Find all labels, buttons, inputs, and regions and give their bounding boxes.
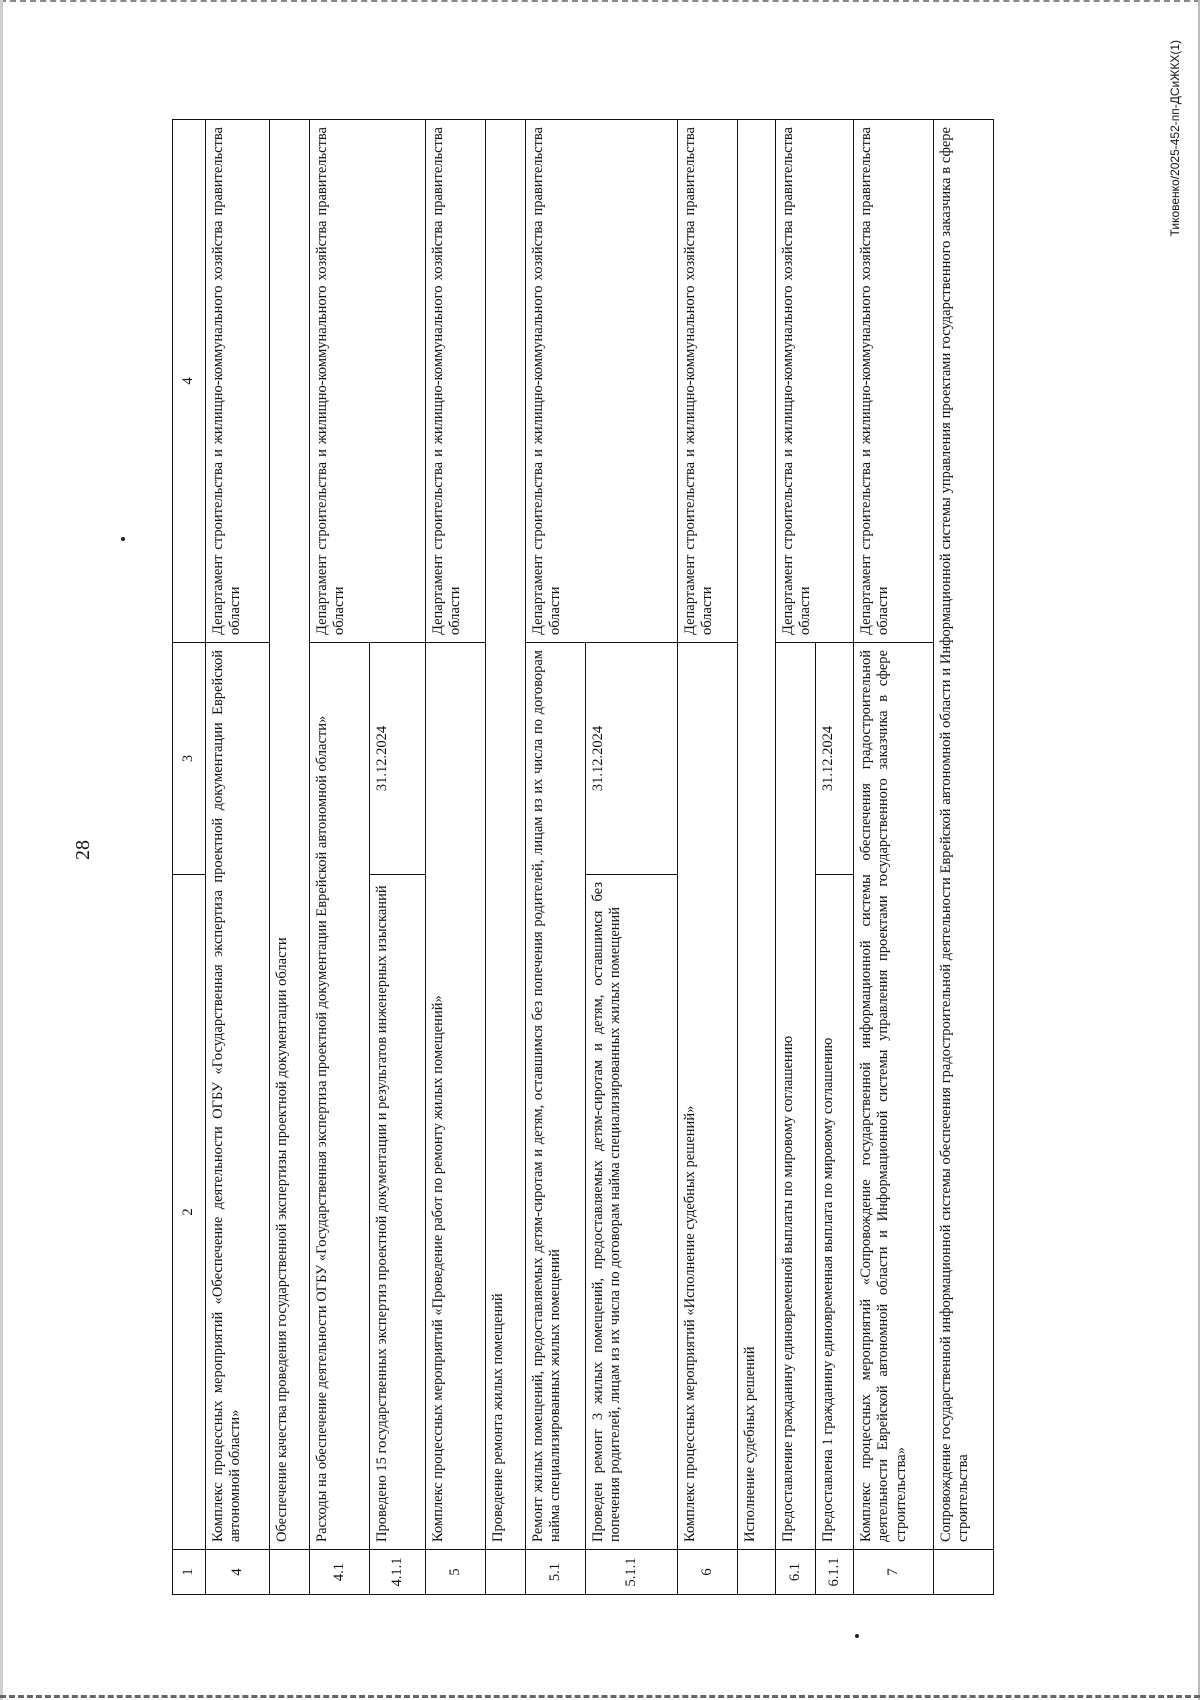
- page-number: 28: [72, 840, 94, 860]
- row-number: 6.1: [776, 1550, 816, 1595]
- row-text: Расходы на обеспечение деятельности ОГБУ «Государственная экспертиза проектной документации Еврейской автономной области»: [310, 643, 370, 1550]
- row-text: Предоставлена 1 гражданину единовременная выплата по мировому соглашению: [816, 875, 854, 1550]
- row-responsible: Департамент строительства и жилищно-коммунального хозяйства правительства области: [206, 120, 270, 643]
- row-number: 5.1: [526, 1550, 586, 1595]
- measures-table: [172, 119, 994, 1595]
- row-text: Комплекс процессных мероприятий «Сопровождение государственной информационной системы обеспечения градостроительной деятельности Еврейской автономной области и Информационной системы управления проектами государственного заказчика в сфере строительства»: [854, 643, 934, 1550]
- row-text: Проведено 15 государственных экспертиз проектной документации и результатов инженерных изысканий: [370, 875, 426, 1550]
- row-number: 4.1.1: [370, 1550, 426, 1595]
- row-number: 4.1: [310, 1550, 370, 1595]
- header-cell: 2: [173, 875, 206, 1550]
- table-header-row: [173, 120, 206, 1595]
- header-cell: 3: [173, 643, 206, 875]
- table-row: [854, 120, 934, 1595]
- row-number: 6.1.1: [816, 1550, 854, 1595]
- row-responsible: Департамент строительства и жилищно-коммунального хозяйства правительства области: [678, 120, 738, 643]
- header-cell: 1: [173, 1550, 206, 1595]
- row-number: 6: [678, 1550, 738, 1595]
- row-responsible: Департамент строительства и жилищно-коммунального хозяйства правительства области: [426, 120, 486, 643]
- row-text: Комплекс процессных мероприятий «Исполнение судебных решений»: [678, 643, 738, 1550]
- table-row: [310, 120, 370, 1595]
- row-responsible: Департамент строительства и жилищно-коммунального хозяйства правительства области: [526, 120, 678, 643]
- row-number: [934, 1550, 994, 1595]
- table-row: [270, 120, 310, 1595]
- row-text: Исполнение судебных решений: [738, 120, 776, 1550]
- row-text: Комплекс процессных мероприятий «Проведение работ по ремонту жилых помещений»: [426, 643, 486, 1550]
- row-text: Ремонт жилых помещений, предоставляемых детям-сиротам и детям, оставшимся без попечения родителей, лицам из их числа по договорам найма специализированных жилых помещений: [526, 643, 586, 1550]
- row-text: Проведение ремонта жилых помещений: [486, 120, 526, 1550]
- row-number: 5.1.1: [586, 1550, 678, 1595]
- row-date: 31.12.2024: [370, 643, 426, 875]
- table-row: [678, 120, 738, 1595]
- row-number: [270, 1550, 310, 1595]
- table-row: [486, 120, 526, 1595]
- row-date: 31.12.2024: [816, 643, 854, 875]
- row-number: [738, 1550, 776, 1595]
- document-code: Тиковенко/2025-452-пп-ДСиЖКХ(1): [1168, 40, 1182, 237]
- row-text: Проведен ремонт 3 жилых помещений, предоставляемых детям-сиротам и детям, оставшимся без попечения родителей, лицам из их числа по договорам найма специализированных жилых помещений: [586, 875, 678, 1550]
- table-row: [776, 120, 816, 1595]
- row-text: Сопровождение государственной информационной системы обеспечения градостроительной деятельности Еврейской автономной области и Информационной системы управления проектами государственного заказчика в сфере строительства: [934, 120, 994, 1550]
- table-row: [426, 120, 486, 1595]
- row-number: [486, 1550, 526, 1595]
- row-text: Предоставление гражданину единовременной выплаты по мировому соглашению: [776, 643, 816, 1550]
- row-responsible: Департамент строительства и жилищно-коммунального хозяйства правительства области: [310, 120, 426, 643]
- row-date: 31.12.2024: [586, 643, 678, 875]
- row-responsible: Департамент строительства и жилищно-коммунального хозяйства правительства области: [776, 120, 854, 643]
- row-text: Обеспечение качества проведения государственной экспертизы проектной документации области: [270, 120, 310, 1550]
- table-row: [526, 120, 586, 1595]
- table-row: [206, 120, 270, 1595]
- table-row: [934, 120, 994, 1595]
- table-row: [738, 120, 776, 1595]
- row-responsible: Департамент строительства и жилищно-коммунального хозяйства правительства области: [854, 120, 934, 643]
- header-cell: 4: [173, 120, 206, 643]
- row-text: Комплекс процессных мероприятий «Обеспечение деятельности ОГБУ «Государственная экспертиза проектной документации Еврейской автономной области»: [206, 643, 270, 1550]
- row-number: 4: [206, 1550, 270, 1595]
- row-number: 7: [854, 1550, 934, 1595]
- row-number: 5: [426, 1550, 486, 1595]
